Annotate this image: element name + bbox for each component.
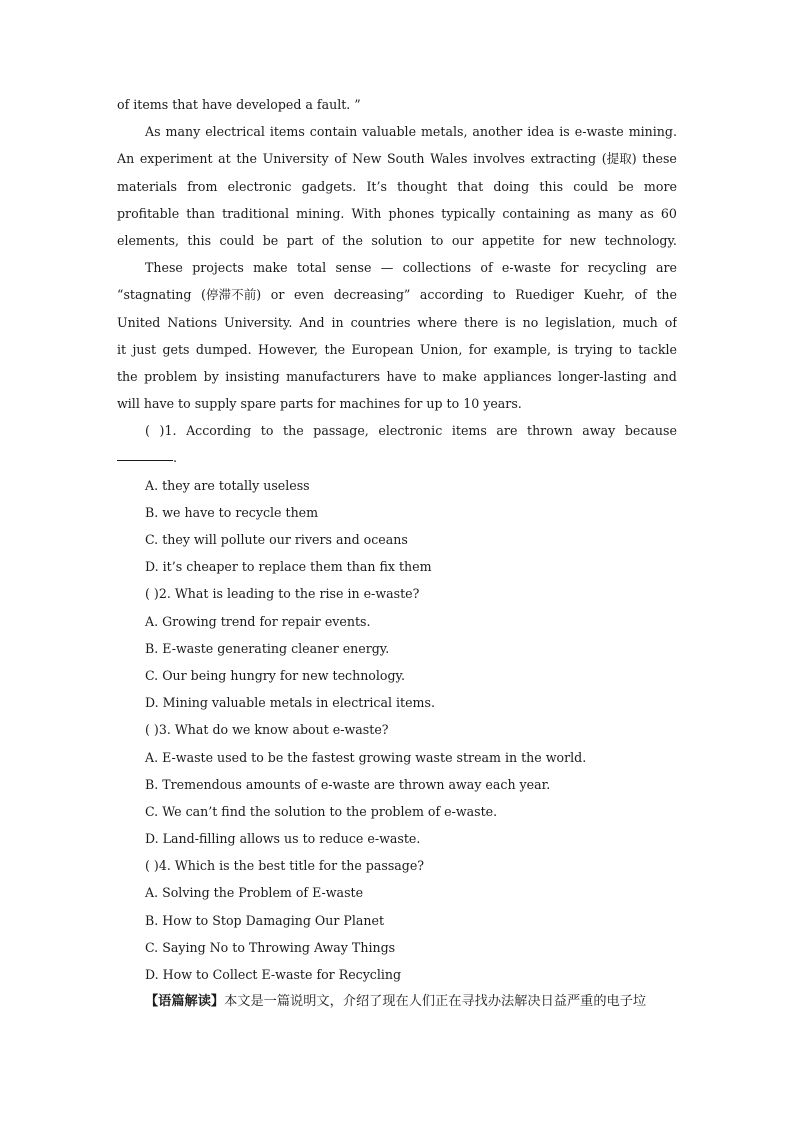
question-stem: ( )1. According to the passage, electronic items are thrown away because	[145, 423, 677, 439]
analysis-text: 本文是一篇说明文，介绍了现在人们正在寻找办法解决日益严重的电子垃	[224, 994, 647, 1010]
passage-line: An experiment at the University of New South Wales involves extracting (提取) these	[117, 151, 677, 167]
passage-line: United Nations University. And in countries where there is no legislation, much of	[117, 314, 677, 330]
option-item: A. E-waste used to be the fastest growing waste stream in the world.	[145, 749, 587, 765]
option-item: B. Tremendous amounts of e-waste are thrown away each year.	[145, 776, 551, 792]
question-stem: ( )3. What do we know about e-waste?	[145, 722, 389, 738]
option-item: D. it’s cheaper to replace them than fix them	[145, 559, 432, 575]
passage-line: materials from electronic gadgets. It’s thought that doing this could be more	[117, 178, 677, 194]
passage-analysis	[117, 988, 677, 1015]
option-item: A. they are totally useless	[145, 477, 310, 493]
option-item: D. Land-filling allows us to reduce e-waste.	[145, 831, 421, 847]
passage-line: the problem by insisting manufacturers have to make appliances longer-lasting and	[117, 368, 677, 384]
passage-line: “stagnating (停滞不前) or even decreasing” according to Ruediger Kuehr, of the	[117, 287, 677, 303]
option-item: B. we have to recycle them	[145, 504, 319, 520]
option-item: D. Mining valuable metals in electrical items.	[145, 695, 435, 711]
passage-line: of items that have developed a fault. ”	[117, 97, 361, 112]
option-item: B. How to Stop Damaging Our Planet	[145, 912, 385, 928]
question-stem: ( )2. What is leading to the rise in e-waste?	[145, 586, 420, 602]
document-page	[117, 91, 677, 1015]
passage-line: These projects make total sense — collections of e-waste for recycling are	[145, 260, 677, 276]
analysis-label: 【语篇解读】	[145, 994, 225, 1010]
answer-blank[interactable]	[117, 444, 173, 461]
option-item: A. Solving the Problem of E-waste	[145, 885, 364, 901]
passage-line: As many electrical items contain valuable metals, another idea is e-waste mining.	[145, 124, 677, 140]
question-stem-blank[interactable]: .	[117, 444, 677, 471]
option-item: D. How to Collect E-waste for Recycling	[145, 967, 402, 982]
option-item: C. they will pollute our rivers and oceans	[145, 532, 408, 547]
passage-line: profitable than traditional mining. With phones typically containing as many as 60	[117, 205, 677, 221]
passage-line: it just gets dumped. However, the European Union, for example, is trying to tackle	[117, 341, 677, 357]
option-item: B. E-waste generating cleaner energy.	[145, 640, 390, 656]
option-item: A. Growing trend for repair events.	[145, 613, 371, 629]
option-item: C. We can’t find the solution to the problem of e-waste.	[145, 803, 498, 819]
option-item: C. Our being hungry for new technology.	[145, 667, 406, 683]
option-item: C. Saying No to Throwing Away Things	[145, 939, 396, 955]
passage-line: will have to supply spare parts for machines for up to 10 years.	[117, 396, 522, 412]
question-stem: ( )4. Which is the best title for the passage?	[145, 858, 425, 874]
passage-line: elements, this could be part of the solution to our appetite for new technology.	[117, 232, 677, 248]
